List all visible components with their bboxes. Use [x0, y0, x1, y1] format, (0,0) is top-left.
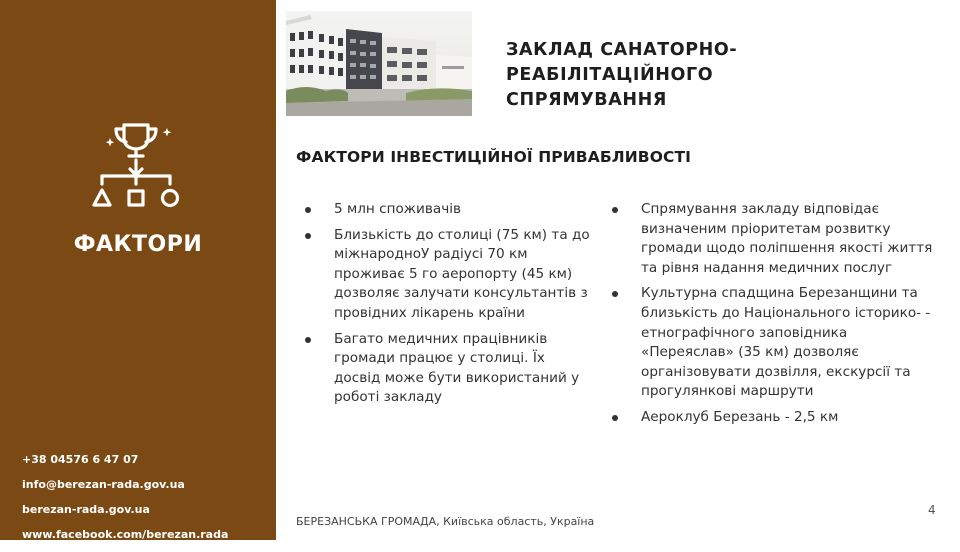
title-line: СПРЯМУВАННЯ: [506, 90, 667, 110]
bullet-icon: [305, 337, 311, 343]
list-item-text: Близькість до столиці (75 км) та до міжнародноУ радіусі 70 км проживає 5 го аеропорту (45 км) дозволяє залучати консультантів з провідних лікарень країни: [334, 226, 590, 321]
list-item: [334, 330, 594, 408]
page-number: 4: [928, 503, 936, 517]
email-link[interactable]: info@berezan-rada.gov.ua: [22, 478, 185, 491]
bullet-icon: [305, 233, 311, 239]
title-line: РЕАБІЛІТАЦІЙНОГО: [506, 65, 714, 85]
phone-number: +38 04576 6 47 07: [22, 453, 139, 466]
list-item-text: Культурна спадщина Березанщини та близькість до Національного історико- - етнографічного заповідника «Переяслав» (35 км) дозволяє організовувати дозвілля, екскурсії та прогулянкові маршрути: [641, 285, 931, 400]
facebook-link[interactable]: www.facebook.com/berezan.rada: [22, 528, 229, 541]
bullet-icon: [612, 207, 618, 213]
bullet-icon: [612, 415, 618, 421]
trophy-decision-tree-icon: [88, 118, 184, 218]
bullet-icon: [612, 291, 618, 297]
contact-info: [22, 452, 228, 552]
list-item-text: Багато медичних працівників громади працює у столиці. Їх досвід може бути використаний у роботі закладу: [334, 330, 580, 406]
sidebar: [0, 0, 276, 540]
right-factor-list: [641, 200, 936, 434]
website-link[interactable]: berezan-rada.gov.ua: [22, 503, 150, 516]
page-title: [506, 38, 806, 113]
list-item: [641, 284, 936, 402]
list-item: [641, 408, 936, 428]
section-title: ФАКТОРИ ІНВЕСТИЦІЙНОЇ ПРИВАБЛИВОСТІ: [296, 148, 691, 166]
left-factor-list: [334, 200, 594, 414]
bullet-icon: [305, 207, 311, 213]
sidebar-title: ФАКТОРИ: [73, 232, 203, 257]
list-item-text: Спрямування закладу відповідає визначеним пріоритетам розвитку громади щодо поліпшення якості життя та рівня надання медичних послуг: [641, 201, 933, 276]
list-item-text: Аероклуб Березань - 2,5 км: [641, 408, 839, 425]
list-item: [334, 200, 594, 220]
title-line: ЗАКЛАД САНАТОРНО-: [506, 40, 738, 60]
list-item: [641, 200, 936, 278]
list-item: [334, 226, 594, 324]
footer-community: БЕРЕЗАНСЬКА ГРОМАДА, Київська область, Україна: [296, 515, 595, 528]
building-photo: [286, 11, 472, 116]
list-item-text: 5 млн споживачів: [334, 201, 462, 217]
